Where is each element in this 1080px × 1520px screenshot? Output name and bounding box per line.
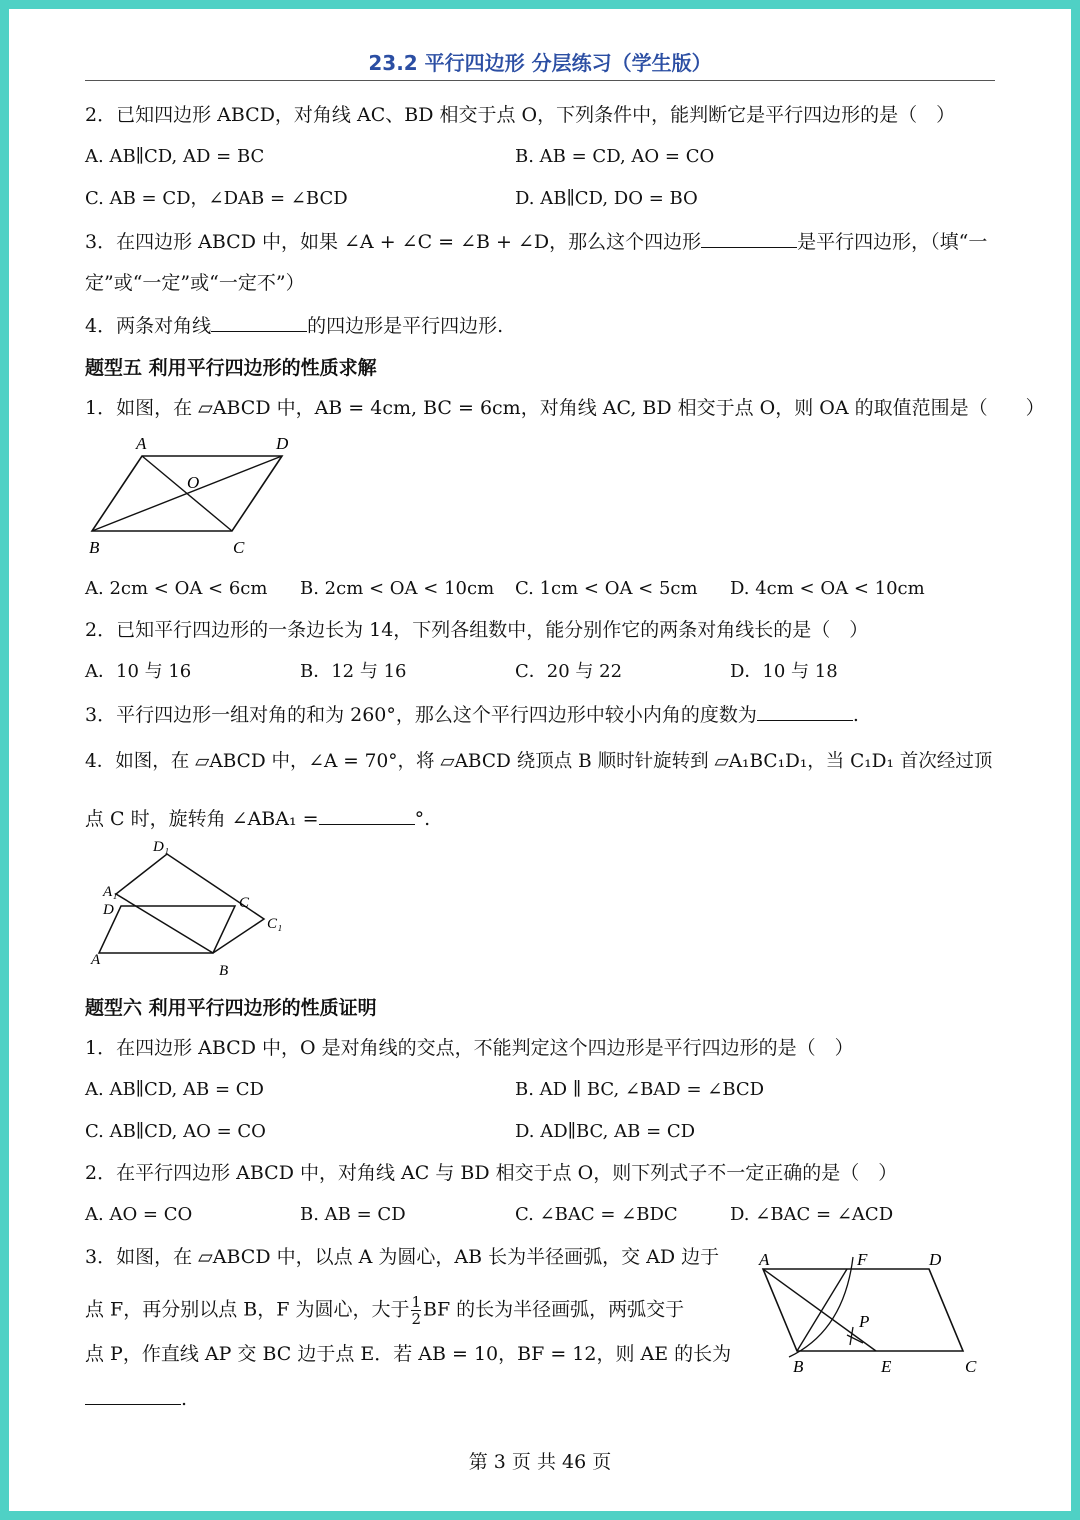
s5-q2-option-b: B．12 与 16 [300, 661, 407, 682]
fig2-label-d1: D₁ [153, 839, 170, 855]
s6-q1-option-b: B. AD ∥ BC, ∠BAD = ∠BCD [515, 1079, 765, 1100]
s5-q2-option-c: C．20 与 22 [515, 661, 623, 682]
s5-q3-post: . [852, 704, 859, 726]
fig2-parallelogram-abcd [99, 906, 235, 953]
fig1-label-c: C [233, 538, 245, 557]
fig3-label-b: B [793, 1357, 804, 1376]
s4-q2-stem: 2．已知四边形 ABCD，对角线 AC、BD 相交于点 O，下列条件中，能判断它是平行四边形的是（ ） [85, 104, 956, 126]
fig2-label-d: D [103, 902, 114, 918]
fig1-label-b: B [89, 538, 100, 557]
s6-q3-line2a: 点 F，再分别以点 B，F 为圆心，大于 [85, 1298, 410, 1321]
page-number: 第 3 页 共 46 页 [468, 1451, 612, 1473]
s6-q1-stem: 1．在四边形 ABCD 中，O 是对角线的交点，不能判定这个四边形是平行四边形的是（ ） [85, 1037, 854, 1059]
s5-q4-line2 [85, 806, 430, 831]
s6-q1-option-d: D. AD∥BC, AB = CD [515, 1121, 696, 1142]
s4-q2-option-a: A. AB∥CD, AD = BC [85, 146, 265, 167]
s5-q3-pre: 3．平行四边形一组对角的和为 260°，那么这个平行四边形中较小内角的度数为 [85, 704, 757, 726]
s6-q3-line2b: BF 的长为半径画弧，两弧交于 [423, 1298, 685, 1321]
fraction-one-half [411, 1294, 421, 1327]
s5-q1-stem: 1．如图，在 ▱ABCD 中，AB = 4cm, BC = 6cm，对角线 AC, BD 相交于点 O，则 OA 的取值范围是（ ） [85, 397, 1045, 419]
s4-q4 [85, 313, 503, 338]
s6-q2-stem: 2．在平行四边形 ABCD 中，对角线 AC 与 BD 相交于点 O，则下列式子不一定正确的是（ ） [85, 1162, 898, 1184]
s4-q2-option-d: D. AB∥CD, DO = BO [515, 188, 698, 209]
answer-blank[interactable] [211, 313, 307, 332]
fig1-label-a: A [136, 434, 147, 453]
s5-q1-option-d: D. 4cm < OA < 10cm [730, 578, 925, 599]
s5-q4-post: °. [414, 808, 431, 830]
s6-q3-line2 [85, 1294, 684, 1327]
s5-q4-line1: 4．如图，在 ▱ABCD 中，∠A = 70°，将 ▱ABCD 绕顶点 B 顺时针旋转到 ▱A₁BC₁D₁，当 C₁D₁ 首次经过顶 [85, 751, 993, 772]
fig1-label-d: D [276, 434, 289, 453]
fig2-label-a: A [91, 952, 101, 968]
figure-rotated-parallelogram [85, 839, 305, 984]
answer-blank[interactable] [319, 806, 415, 825]
fig3-label-e: E [881, 1357, 892, 1376]
s5-q2-option-d: D．10 与 18 [730, 661, 838, 682]
fig3-label-a: A [759, 1250, 770, 1269]
s4-q3-pre: 3．在四边形 ABCD 中，如果 ∠A + ∠C = ∠B + ∠D，那么这个四边形 [85, 231, 702, 253]
s4-q3-line2: 定”或“一定”或“一定不”） [85, 272, 305, 294]
fig2-label-b: B [219, 963, 229, 979]
fig3-parallelogram [763, 1269, 963, 1351]
answer-blank[interactable] [85, 1386, 181, 1405]
s5-q2-option-a: A．10 与 16 [85, 661, 192, 682]
figure-parallelogram-o [85, 429, 305, 559]
s5-q1-option-c: C. 1cm < OA < 5cm [515, 578, 698, 599]
s6-q2-option-c: C. ∠BAC = ∠BDC [515, 1204, 678, 1225]
fig2-label-c: C [239, 895, 250, 911]
answer-blank[interactable] [701, 229, 797, 248]
fig3-label-f: F [857, 1250, 868, 1269]
s6-q3-line3: 点 P，作直线 AP 交 BC 边于点 E．若 AB = 10，BF = 12，则 AE 的长为 [85, 1343, 732, 1365]
s6-q2-option-d: D. ∠BAC = ∠ACD [730, 1204, 894, 1225]
s6-q2-option-b: B. AB = CD [300, 1204, 406, 1225]
answer-blank[interactable] [757, 702, 853, 721]
fig1-label-o: O [187, 473, 200, 492]
fig3-label-p: P [859, 1312, 870, 1331]
fig3-label-d: D [929, 1250, 942, 1269]
s4-q2-option-b: B. AB = CD, AO = CO [515, 146, 715, 167]
s6-q2-option-a: A. AO = CO [85, 1204, 193, 1225]
s6-q3-line4-post: . [181, 1388, 188, 1410]
s5-q4-pre: 点 C 时，旋转角 ∠ABA₁ = [85, 808, 319, 830]
s6-q1-option-c: C. AB∥CD, AO = CO [85, 1121, 266, 1142]
fig3-arc-bf [789, 1257, 853, 1357]
fraction-numerator: 1 [411, 1293, 421, 1311]
figure-angle-bisector [749, 1241, 989, 1381]
page-title: 23.2 平行四边形 分层练习（学生版） [368, 51, 712, 75]
s4-q2-option-c: C. AB = CD，∠DAB = ∠BCD [85, 188, 348, 209]
fig2-label-a1: A₁ [103, 884, 118, 900]
fig1-diagonal-bd [92, 456, 282, 531]
fig3-line-bf [797, 1269, 847, 1351]
s5-q2-stem: 2．已知平行四边形的一条边长为 14，下列各组数中，能分别作它的两条对角线长的是（ ） [85, 619, 869, 641]
fig3-label-c: C [965, 1357, 977, 1376]
section-heading-5: 题型五 利用平行四边形的性质求解 [85, 357, 377, 379]
s5-q1-option-b: B. 2cm < OA < 10cm [300, 578, 495, 599]
s4-q3-post: 是平行四边形，（填“一 [797, 231, 988, 253]
s4-q4-post: 的四边形是平行四边形. [307, 315, 504, 337]
s6-q3-line1: 3．如图，在 ▱ABCD 中，以点 A 为圆心，AB 长为半径画弧，交 AD 边于 [85, 1246, 720, 1268]
s5-q1-option-a: A. 2cm < OA < 6cm [85, 578, 268, 599]
s6-q1-option-a: A. AB∥CD, AB = CD [85, 1079, 264, 1100]
fig2-label-c1: C₁ [267, 916, 283, 932]
s6-q3-line4 [85, 1386, 187, 1411]
s5-q3 [85, 702, 859, 727]
header-divider [85, 80, 995, 81]
section-heading-6: 题型六 利用平行四边形的性质证明 [85, 997, 377, 1019]
s4-q4-pre: 4．两条对角线 [85, 315, 212, 337]
s4-q3 [85, 229, 987, 254]
fraction-denominator: 2 [411, 1310, 421, 1328]
